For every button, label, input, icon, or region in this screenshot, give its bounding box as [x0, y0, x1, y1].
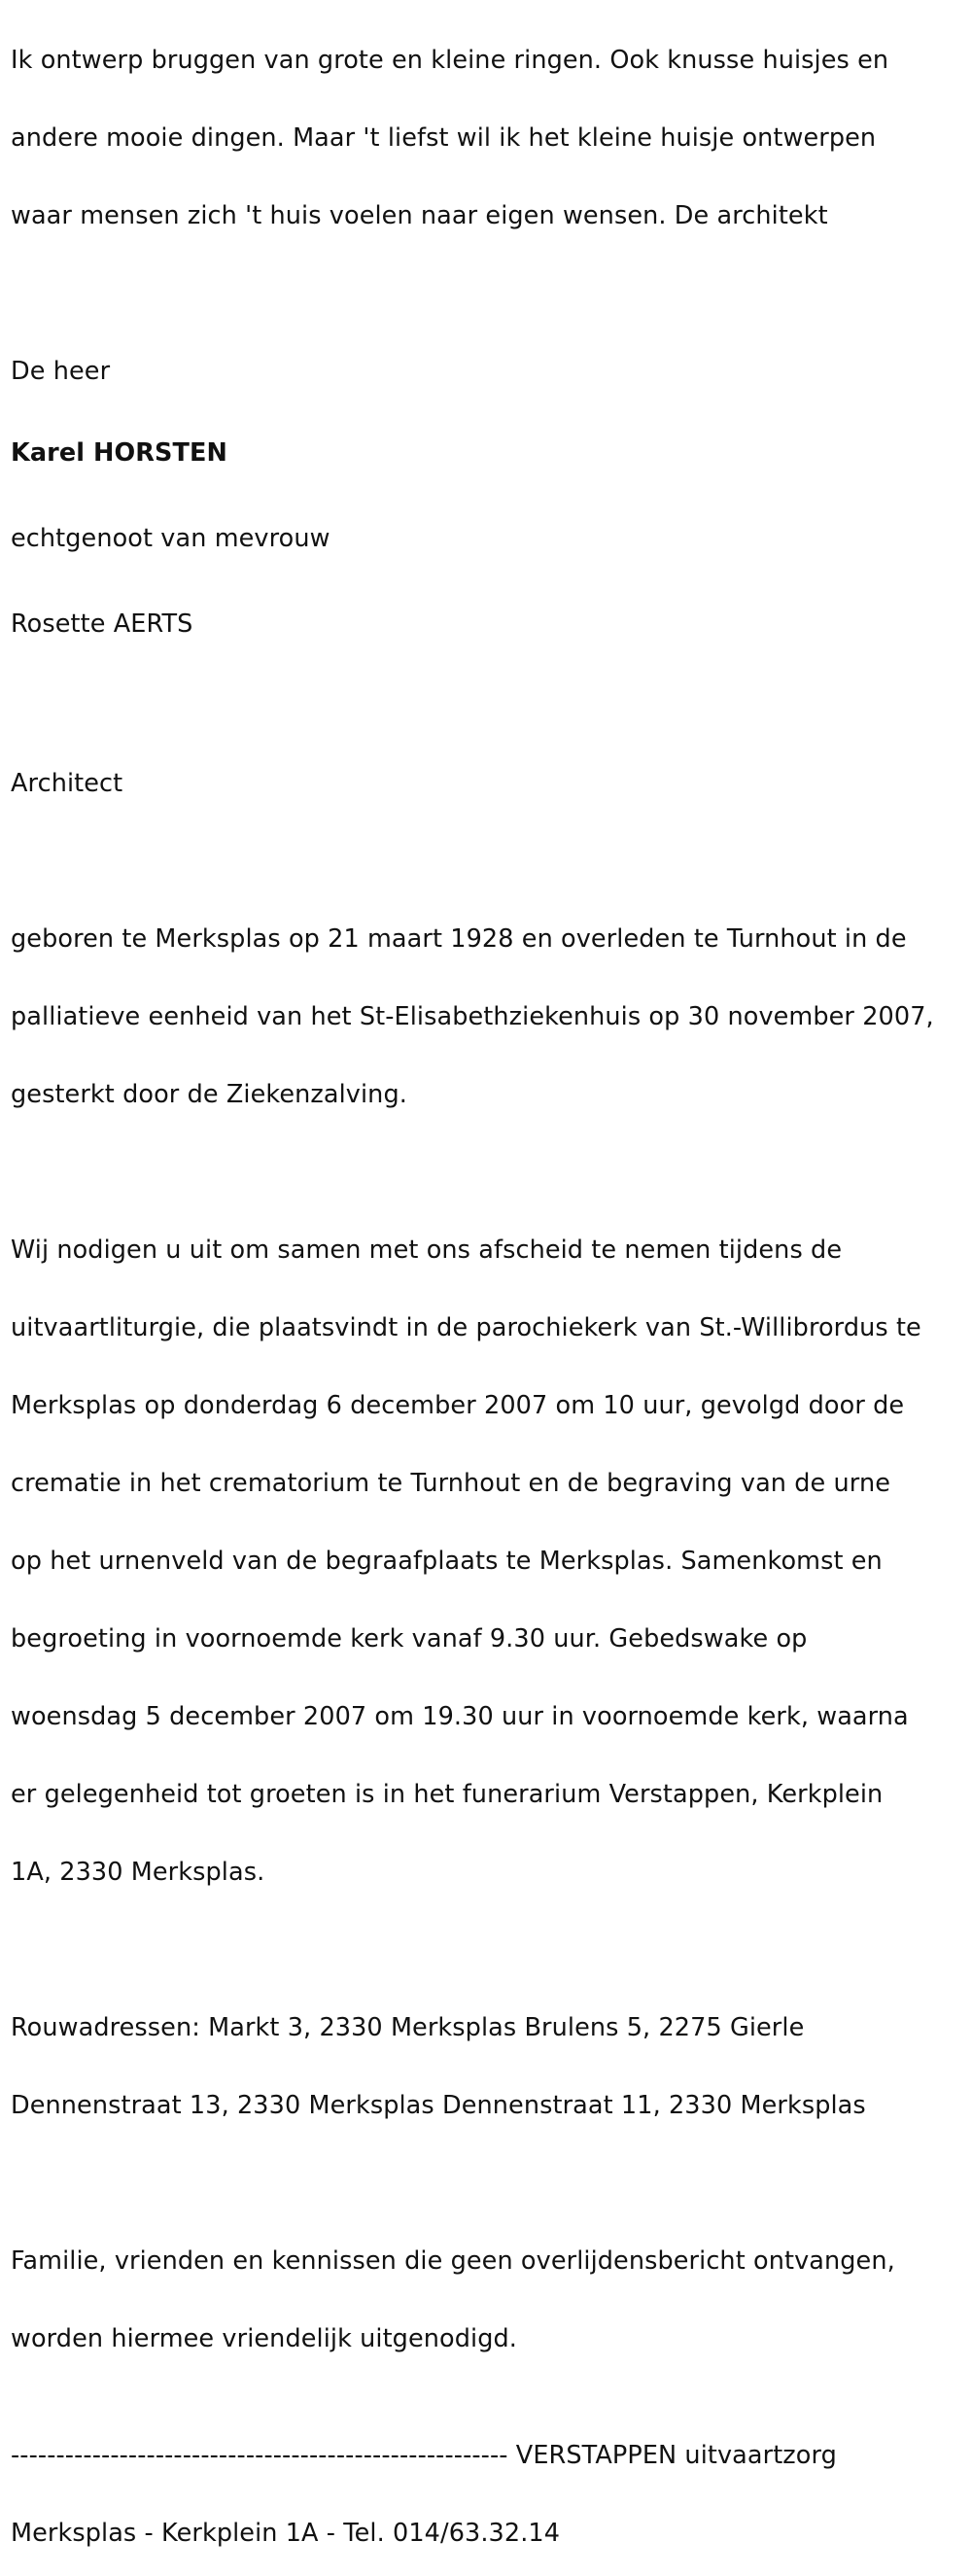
spacer	[11, 842, 962, 881]
birth-death-paragraph	[11, 881, 962, 1153]
relation: echtgenoot van mevrouw	[11, 524, 330, 553]
address-line: Rouwadressen: Markt 3, 2330 Merksplas Brulens 5, 2275 Gierle	[11, 2013, 805, 2042]
spacer	[11, 1153, 962, 1192]
paragraph-line: worden hiermee vriendelijk uitgenodigd.	[11, 2324, 517, 2353]
spacer	[11, 686, 962, 725]
paragraph-line: 1A, 2330 Merksplas.	[11, 1858, 265, 1887]
footer	[11, 2397, 962, 2576]
poem-line: Ik ontwerp bruggen van grote en kleine ringen. Ook knusse huisjes en	[11, 46, 889, 75]
invitation-paragraph	[11, 1192, 962, 1931]
paragraph-line: woensdag 5 december 2007 om 19.30 uur in voornoemde kerk, waarna	[11, 1702, 909, 1731]
salutation: De heer	[11, 357, 111, 386]
spacer	[11, 1931, 962, 1969]
paragraph-line: begroeting in voornoemde kerk vanaf 9.30 uur. Gebedswake op	[11, 1624, 808, 1654]
paragraph-line: er gelegenheid tot groeten is in het funerarium Verstappen, Kerkplein	[11, 1780, 884, 1809]
paragraph-line: palliatieve eenheid van het St-Elisabethziekenhuis op 30 november 2007,	[11, 1002, 934, 1031]
paragraph-line: Merksplas op donderdag 6 december 2007 om 10 uur, gevolgd door de	[11, 1391, 905, 1420]
poem-line: andere mooie dingen. Maar 't liefst wil ik het kleine huisje ontwerpen	[11, 123, 877, 153]
deceased-name: Karel HORSTEN	[11, 438, 227, 468]
profession-block	[11, 725, 962, 842]
mourning-addresses	[11, 1969, 962, 2164]
closing-paragraph	[11, 2203, 962, 2397]
spacer	[11, 274, 962, 313]
paragraph-line: uitvaartliturgie, die plaatsvindt in de parochiekerk van St.-Willibrordus te	[11, 1313, 921, 1342]
spouse-name: Rosette AERTS	[11, 609, 193, 639]
profession: Architect	[11, 769, 123, 798]
address-line: Dennenstraat 13, 2330 Merksplas Dennenstraat 11, 2330 Merksplas	[11, 2091, 866, 2120]
paragraph-line: geboren te Merksplas op 21 maart 1928 en overleden te Turnhout in de	[11, 924, 907, 954]
funeral-director-contact: Merksplas - Kerkplein 1A - Tel. 014/63.32.14	[11, 2519, 561, 2548]
paragraph-line: Familie, vrienden en kennissen die geen overlijdensbericht ontvangen,	[11, 2246, 895, 2276]
deceased-info	[11, 313, 962, 686]
paragraph-line: op het urnenveld van de begraafplaats te Merksplas. Samenkomst en	[11, 1547, 883, 1576]
spacer	[11, 2164, 962, 2203]
paragraph-line: Wij nodigen u uit om samen met ons afscheid te nemen tijdens de	[11, 1236, 843, 1265]
funeral-director-line: ------------------------------------------------------- VERSTAPPEN uitvaartzorg	[11, 2441, 837, 2470]
paragraph-line: gesterkt door de Ziekenzalving.	[11, 1080, 407, 1109]
poem-line: waar mensen zich 't huis voelen naar eigen wensen. De architekt	[11, 201, 828, 230]
poem	[11, 2, 962, 274]
paragraph-line: crematie in het crematorium te Turnhout en de begraving van de urne	[11, 1469, 890, 1498]
